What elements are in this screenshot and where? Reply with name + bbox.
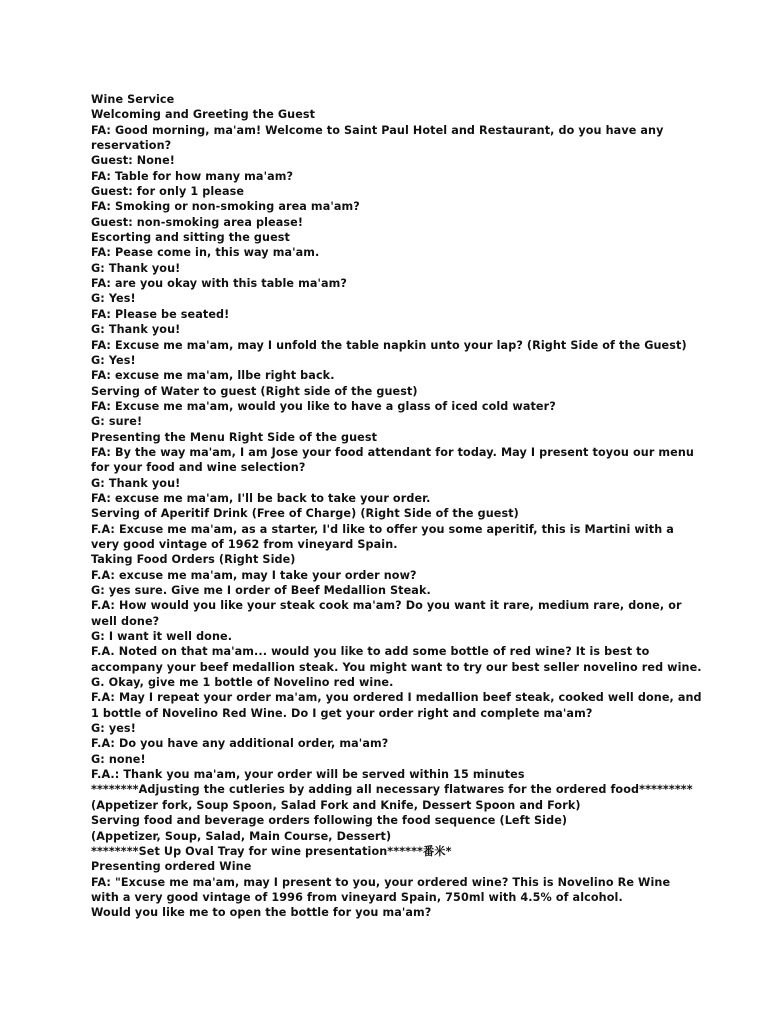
- document-line: well done?: [91, 614, 160, 628]
- document-line: FA: excuse me ma'am, llbe right back.: [91, 369, 335, 383]
- document-line: for your food and wine selection?: [91, 461, 306, 475]
- document-line: F.A: May I repeat your order ma'am, you ordered I medallion beef steak, cooked well done, and: [91, 691, 702, 705]
- document-line: 1 bottle of Novelino Red Wine. Do I get your order right and complete ma'am?: [91, 706, 593, 720]
- document-line: FA: By the way ma'am, I am Jose your food attendant for today. May I present toyou our menu: [91, 445, 695, 459]
- document-line: Wine Service: [91, 93, 175, 106]
- document-line: G: yes sure. Give me I order of Beef Medallion Steak.: [91, 584, 431, 597]
- document-line: G: Thank you!: [91, 476, 181, 490]
- document-line: Guest: for only 1 please: [91, 185, 245, 199]
- document-line: Presenting the Menu Right Side of the guest: [91, 430, 378, 444]
- document-line: F.A.: Thank you ma'am, your order will be served within 15 minutes: [91, 768, 525, 782]
- document-line: Serving of Aperitif Drink (Free of Charge) (Right Side of the guest): [91, 507, 519, 521]
- document-line: F.A. Noted on that ma'am... would you like to add some bottle of red wine? It is best to: [91, 645, 650, 659]
- document-line: F.A: Excuse me ma'am, as a starter, I'd like to offer you some aperitif, this is Martini with a: [91, 522, 674, 536]
- document-line: accompany your beef medallion steak. You might want to try our best seller novelino red wine.: [91, 660, 702, 674]
- document-line: (Appetizer fork, Soup Spoon, Salad Fork and Knife, Dessert Spoon and Fork): [91, 798, 581, 812]
- document-line: FA: Excuse me ma'am, may I unfold the table napkin unto your lap? (Right Side of the Guest): [91, 338, 687, 352]
- document-line: G: none!: [91, 752, 146, 766]
- document-line: F.A: How would you like your steak cook ma'am? Do you want it rare, medium rare, done, or: [91, 599, 682, 613]
- document-line: FA: are you okay with this table ma'am?: [91, 277, 348, 291]
- document-line: Would you like me to open the bottle for you ma'am?: [91, 906, 432, 920]
- document-line: G: Yes!: [91, 353, 136, 367]
- document-line: FA: Smoking or non-smoking area ma'am?: [91, 200, 360, 214]
- document-line: FA: Please be seated!: [91, 307, 230, 321]
- document-line: Taking Food Orders (Right Side): [91, 553, 296, 567]
- document-line: G: I want it well done.: [91, 630, 233, 644]
- document-line: very good vintage of 1962 from vineyard Spain.: [91, 537, 398, 551]
- document-line: G: Thank you!: [91, 323, 181, 337]
- document-line: FA: Good morning, ma'am! Welcome to Saint Paul Hotel and Restaurant, do you have any: [91, 123, 664, 137]
- document-line: G: Thank you!: [91, 261, 181, 275]
- document-line: F.A: excuse me ma'am, may I take your order now?: [91, 568, 417, 582]
- document-line: Serving of Water to guest (Right side of the guest): [91, 384, 418, 398]
- document-line: G. Okay, give me 1 bottle of Novelino red wine.: [91, 676, 394, 690]
- document-line: FA: Pease come in, this way ma'am.: [91, 246, 320, 260]
- document-line: Guest: non-smoking area please!: [91, 215, 304, 229]
- document-line: Serving food and beverage orders following the food sequence (Left Side): [91, 814, 568, 828]
- document-line: G: yes!: [91, 722, 136, 736]
- document-line: with a very good vintage of 1996 from vineyard Spain, 750ml with 4.5% of alcohol.: [91, 890, 623, 904]
- document-line: F.A: Do you have any additional order, ma'am?: [91, 737, 389, 751]
- document-body: [91, 92, 731, 921]
- document-line: FA: Table for how many ma'am?: [91, 169, 294, 183]
- document-line: FA: Excuse me ma'am, would you like to have a glass of iced cold water?: [91, 399, 556, 413]
- document-line: G: sure!: [91, 415, 143, 429]
- document-line: Presenting ordered Wine: [91, 860, 252, 874]
- document-line: FA: excuse me ma'am, I'll be back to take your order.: [91, 491, 431, 505]
- document-line: Escorting and sitting the guest: [91, 231, 290, 245]
- document-line: ********Adjusting the cutleries by adding all necessary flatwares for the ordered food*********: [91, 783, 693, 797]
- document-line: (Appetizer, Soup, Salad, Main Course, Dessert): [91, 829, 392, 843]
- document-line: FA: "Excuse me ma'am, may I present to you, your ordered wine? This is Novelino Re Wine: [91, 875, 671, 889]
- document-line: reservation?: [91, 139, 172, 153]
- document-line: Welcoming and Greeting the Guest: [91, 108, 316, 122]
- document-line: ********Set Up Oval Tray for wine presentation******番米*: [91, 844, 452, 858]
- document-line: G: Yes!: [91, 292, 136, 306]
- document-line: Guest: None!: [91, 154, 176, 168]
